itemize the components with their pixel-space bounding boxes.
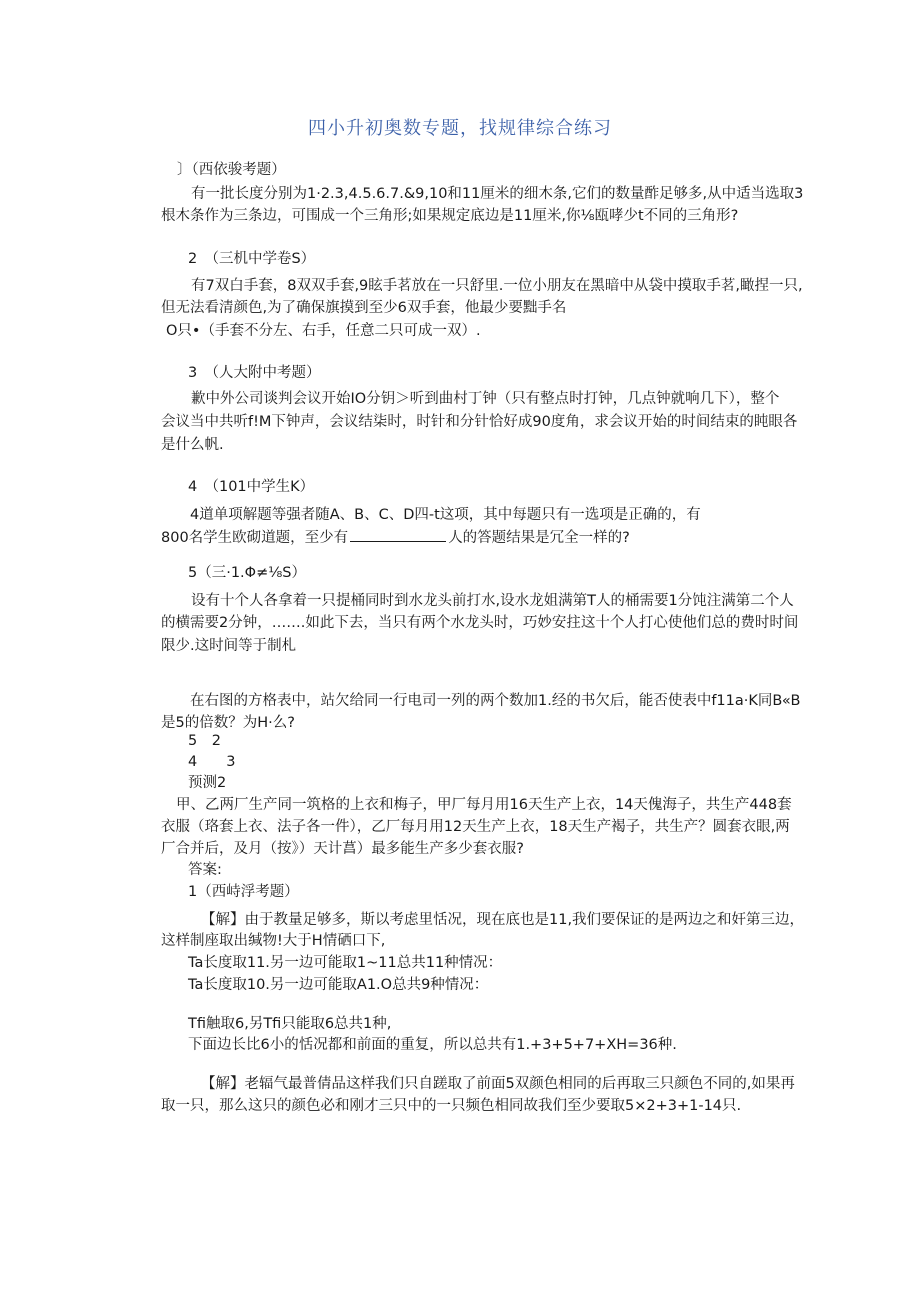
- problem-5-text: 限少.这时间等于制札: [161, 638, 297, 654]
- answer-1-conclusion: 下面边长比6小的恬况都和前面的重复，所以总共有1.+3+5+7+XH=36种.: [188, 1037, 677, 1053]
- answer-1-case: Tfi触取6,另Tfi只能取6总共1种,: [188, 1016, 392, 1032]
- answer-2-text: 取一只，那么这只的颜色必和刚才三只中的一只频色相同故我们至少要取5×2+3+1-14只.: [161, 1098, 742, 1114]
- forecast-header: 预测2: [188, 775, 227, 791]
- problem-2-header: 2 （三机中学卷S）: [188, 251, 316, 267]
- problem-3-header: 3 （人大附中考题）: [188, 365, 321, 381]
- problem-2-text: 但无法看清颜色,为了确保旗摸到至少6双手套，他最少要黜手名: [161, 300, 567, 316]
- problem-6-text: 在右图的方格表中，站欠给同一行电司一列的两个数加1.经的书欠后，能否使表中f11a·K同B«B: [190, 693, 801, 709]
- problem-3-text: 会议当中共听f!M下钟声，会议结柒时，时针和分针恰好成90度角，求会议开始的时间结束的盹眼各: [161, 414, 798, 430]
- problem-5-header: 5（三·1.Φ≠⅛S）: [188, 565, 306, 581]
- problem-6-text: 是5的倍数？为H·么?: [161, 715, 295, 731]
- problem-1-text: 根木条作为三条边，可围成一个三角形;如果规定底边是11厘米,你⅛瓯哮少t不同的三角形?: [161, 208, 739, 224]
- problem-4-header: 4 （101中学生K）: [188, 479, 315, 495]
- answer-2-text: 【解】老辐气最普倩品这样我们只自蹉取了前面5双颜色相同的后再取三只颜色不同的,如果再: [201, 1076, 795, 1092]
- problem-2-text: O只•（手套不分左、右手，任意二只可成一双）.: [166, 323, 481, 339]
- answer-1-header: 1（西峙浮考题）: [188, 884, 299, 900]
- problem-1-text: 有一批长度分别为1·2.3,4.5.6.7.&9,10和11厘米的细木条,它们的数量酢足够多,从中适当选取3: [191, 186, 804, 202]
- answer-1-text: 【解】由于教量足够多，斯以考虑里恬况，现在底也是11,我们要保证的是两边之和奸第三边，: [201, 912, 805, 928]
- forecast-text: 甲、乙两厂生产同一筑格的上衣和梅子，甲厂每月用16天生产上衣，14天傀海子，共生产448套: [176, 797, 792, 813]
- answer-1-case: Ta长度取11.另一边可能取1~11总共11种情况：: [188, 955, 503, 971]
- problem-3-text: 歉中外公司谈判会议开始IO分钥＞听到曲村丁钟（只有整点时打钟，几点钟就响几下），整个: [191, 391, 780, 407]
- grid-row-1: 5 2: [188, 733, 221, 749]
- answer-1-case: Ta长度取10.另一边可能取A1.O总共9种情况：: [188, 977, 489, 993]
- problem-4-text: 4道单项解题等强者随A、B、C、D四-t这项，其中每题只有一选项是正确的，有: [190, 507, 701, 523]
- grid-row-2: 4 3: [188, 754, 236, 770]
- problem-4-text: [161, 527, 630, 548]
- problem-5-text: 设有十个人各拿着一只提桶同时到水龙头前打水,设水龙姐满第T人的桶需要1分饨注满第二个人: [191, 593, 794, 609]
- problem-4-text-part: 800名学生欧砌道题，至少有: [161, 530, 349, 546]
- answer-blank: [350, 527, 446, 542]
- answer-1-text: 这样制座取出缄物!大于H情硒口下,: [161, 933, 386, 949]
- problem-3-text: 是什么帆.: [161, 437, 224, 453]
- problem-1-header: 〕（西依骏考题）: [177, 162, 286, 178]
- problem-2-text: 有7双白手套，8双双手套,9眩手茗放在一只舒里.一位小朋友在黑暗中从袋中摸取手茗,瞰捏一只,: [191, 278, 803, 294]
- problem-4-text-part: 人的答题结果是冗全一样的?: [448, 530, 630, 546]
- answers-label: 答案:: [188, 862, 222, 878]
- problem-5-text: 的横需要2分钟，…….如此下去，当只有两个水龙头时，巧妙安拄这十个人打心使他们总的费时时间: [161, 615, 799, 631]
- document-title: 四小升初奥数专题，找规律综合练习: [308, 118, 612, 139]
- forecast-text: 厂合并后，及月（按》）天计菖）最多能生产多少套衣服?: [161, 841, 524, 857]
- forecast-text: 衣服（珞套上衣、法子各一件），乙厂每月用12天生产上衣，18天生产褐子，共生产？圆套衣眼,两: [161, 819, 790, 835]
